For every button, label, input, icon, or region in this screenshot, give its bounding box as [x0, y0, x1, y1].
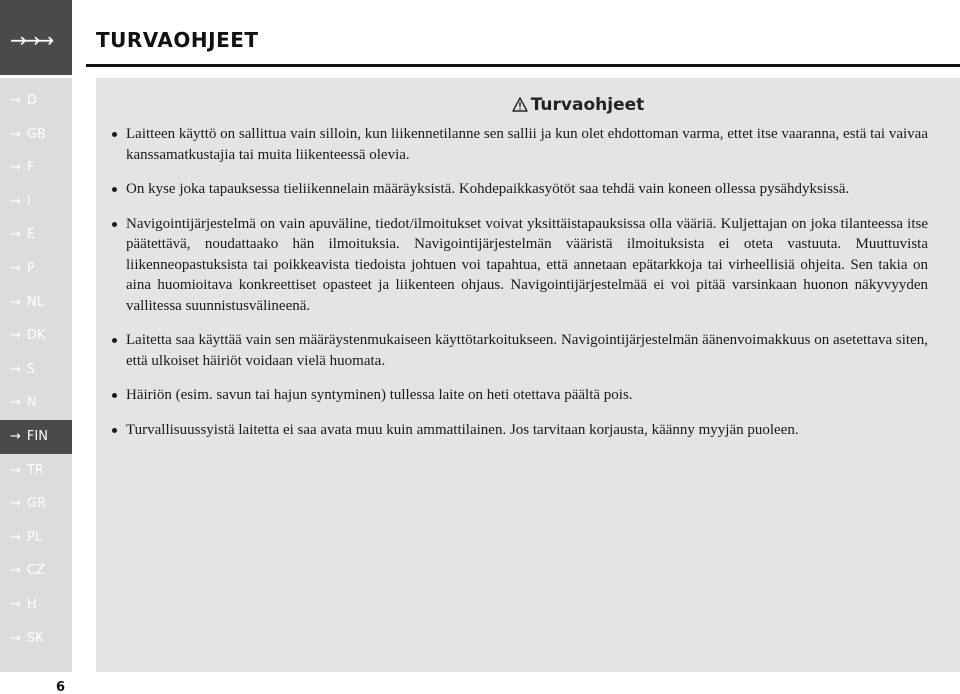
sidebar-item-pl[interactable] [0, 521, 72, 555]
arrow-right-icon: → [10, 294, 21, 310]
arrow-right-icon: → [10, 563, 21, 579]
page-number: 6 [56, 680, 66, 694]
sidebar-item-d[interactable] [0, 84, 72, 118]
list-item: Laitteen käyttö on sallittua vain silloin, kun liikennetilanne sen sallii ja kun olet ehdottoman varma, ettet itse vaaranna, estä tai vaivaa kanssamatkustajia tai muita liikenteessä olevia. [110, 124, 928, 165]
triple-arrow-icon: →→→ [10, 28, 52, 52]
sidebar-item-label: GB [26, 126, 46, 142]
arrow-right-icon: → [10, 597, 21, 612]
arrow-right-icon: → [10, 126, 21, 142]
list-item: On kyse joka tapauksessa tieliikennelain määräyksistä. Kohdepaikkasyötöt saa tehdä vain koneen ollessa pysähdyksissä. [110, 179, 928, 200]
sidebar-item-label: D [26, 93, 37, 108]
sidebar-item-label: H [26, 597, 37, 612]
sidebar-item-nl[interactable] [0, 286, 72, 320]
nav-tab[interactable] [0, 0, 72, 78]
sidebar-item-sk[interactable] [0, 622, 72, 656]
sidebar-item-label: P [26, 261, 35, 276]
sidebar-item-gr[interactable] [0, 487, 72, 521]
arrow-right-icon: → [10, 361, 21, 377]
language-sidebar [0, 78, 72, 672]
arrow-right-icon: → [10, 630, 21, 646]
arrow-right-icon: → [10, 93, 21, 108]
warning-icon [512, 97, 528, 117]
sidebar-item-s[interactable] [0, 353, 72, 387]
page-title: TURVAOHJEET [96, 28, 259, 52]
sidebar-item-label: FIN [26, 429, 48, 444]
sidebar-item-label: CZ [26, 563, 45, 579]
sidebar-item-dk[interactable] [0, 319, 72, 353]
sidebar-item-label: GR [26, 496, 47, 512]
sidebar-item-label: DK [26, 328, 46, 344]
sidebar-item-f[interactable] [0, 151, 72, 185]
sidebar-item-label: I [26, 193, 31, 209]
section-heading-text: Turvaohjeet [530, 95, 645, 115]
sidebar-item-tr[interactable] [0, 454, 72, 488]
sidebar-item-h[interactable] [0, 588, 72, 622]
sidebar-item-label: F [26, 160, 35, 176]
sidebar-item-cz[interactable] [0, 554, 72, 588]
arrow-right-icon: → [10, 395, 21, 411]
arrow-right-icon: → [10, 328, 21, 344]
sidebar-item-label: PL [26, 529, 42, 545]
sidebar-item-p[interactable] [0, 252, 72, 286]
arrow-right-icon: → [10, 227, 21, 243]
list-item: Laitetta saa käyttää vain sen määräystenmukaiseen käyttötarkoitukseen. Navigointijärjestelmän äänenvoimakkuus on asetettava siten, että ulkoiset häiriöt voidaan vielä huomata. [110, 330, 928, 371]
sidebar-item-label: TR [26, 462, 44, 478]
sidebar-item-n[interactable] [0, 386, 72, 420]
arrow-right-icon: → [10, 261, 21, 276]
section-heading [96, 95, 960, 117]
sidebar-item-i[interactable] [0, 185, 72, 219]
header-rule [86, 64, 960, 67]
sidebar-item-label: SK [26, 630, 44, 646]
list-item: Häiriön (esim. savun tai hajun syntyminen) tullessa laite on heti otettava päältä pois. [110, 385, 928, 406]
sidebar-item-label: E [26, 227, 36, 243]
sidebar-item-label: S [26, 361, 36, 377]
sidebar-item-label: N [26, 395, 37, 411]
arrow-right-icon: → [10, 529, 21, 545]
arrow-right-icon: → [10, 462, 21, 478]
sidebar-item-gb[interactable] [0, 118, 72, 152]
arrow-right-icon: → [10, 496, 21, 512]
sidebar-item-label: NL [26, 294, 44, 310]
arrow-right-icon: → [10, 193, 21, 209]
arrow-right-icon: → [10, 429, 21, 444]
sidebar-item-e[interactable] [0, 218, 72, 252]
list-item: Navigointijärjestelmä on vain apuväline, tiedot/ilmoitukset voivat yksittäistapauksissa olla vääriä. Kuljettajan on joka tilanteessa itse päätettävä, noudattaako hän ilmoituksia. Navigointijärjestelmän vääristä ilmoituksista ei oteta vastuuta. Muuttuvista liikenneopastuksista tai poikkeavista tiedoista johtuen voi tapahtua, että annetaan epätarkkoja tai virheellisiä ohjeita. Sen takia on aina huomioitava konkreettiset opasteet ja liikenteen ohjaus. Navigointijärjestelmää ei voi pitää varsinkaan huonon näkyvyyden vallitessa suunnistusvälineenä. [110, 214, 928, 317]
sidebar-item-fin[interactable] [0, 420, 72, 454]
arrow-right-icon: → [10, 160, 21, 176]
page-header [72, 0, 960, 78]
content-panel [96, 78, 960, 672]
list-item: Turvallisuussyistä laitetta ei saa avata muu kuin ammattilainen. Jos tarvitaan korjausta, käänny myyjän puoleen. [110, 420, 928, 441]
safety-list [110, 124, 928, 454]
